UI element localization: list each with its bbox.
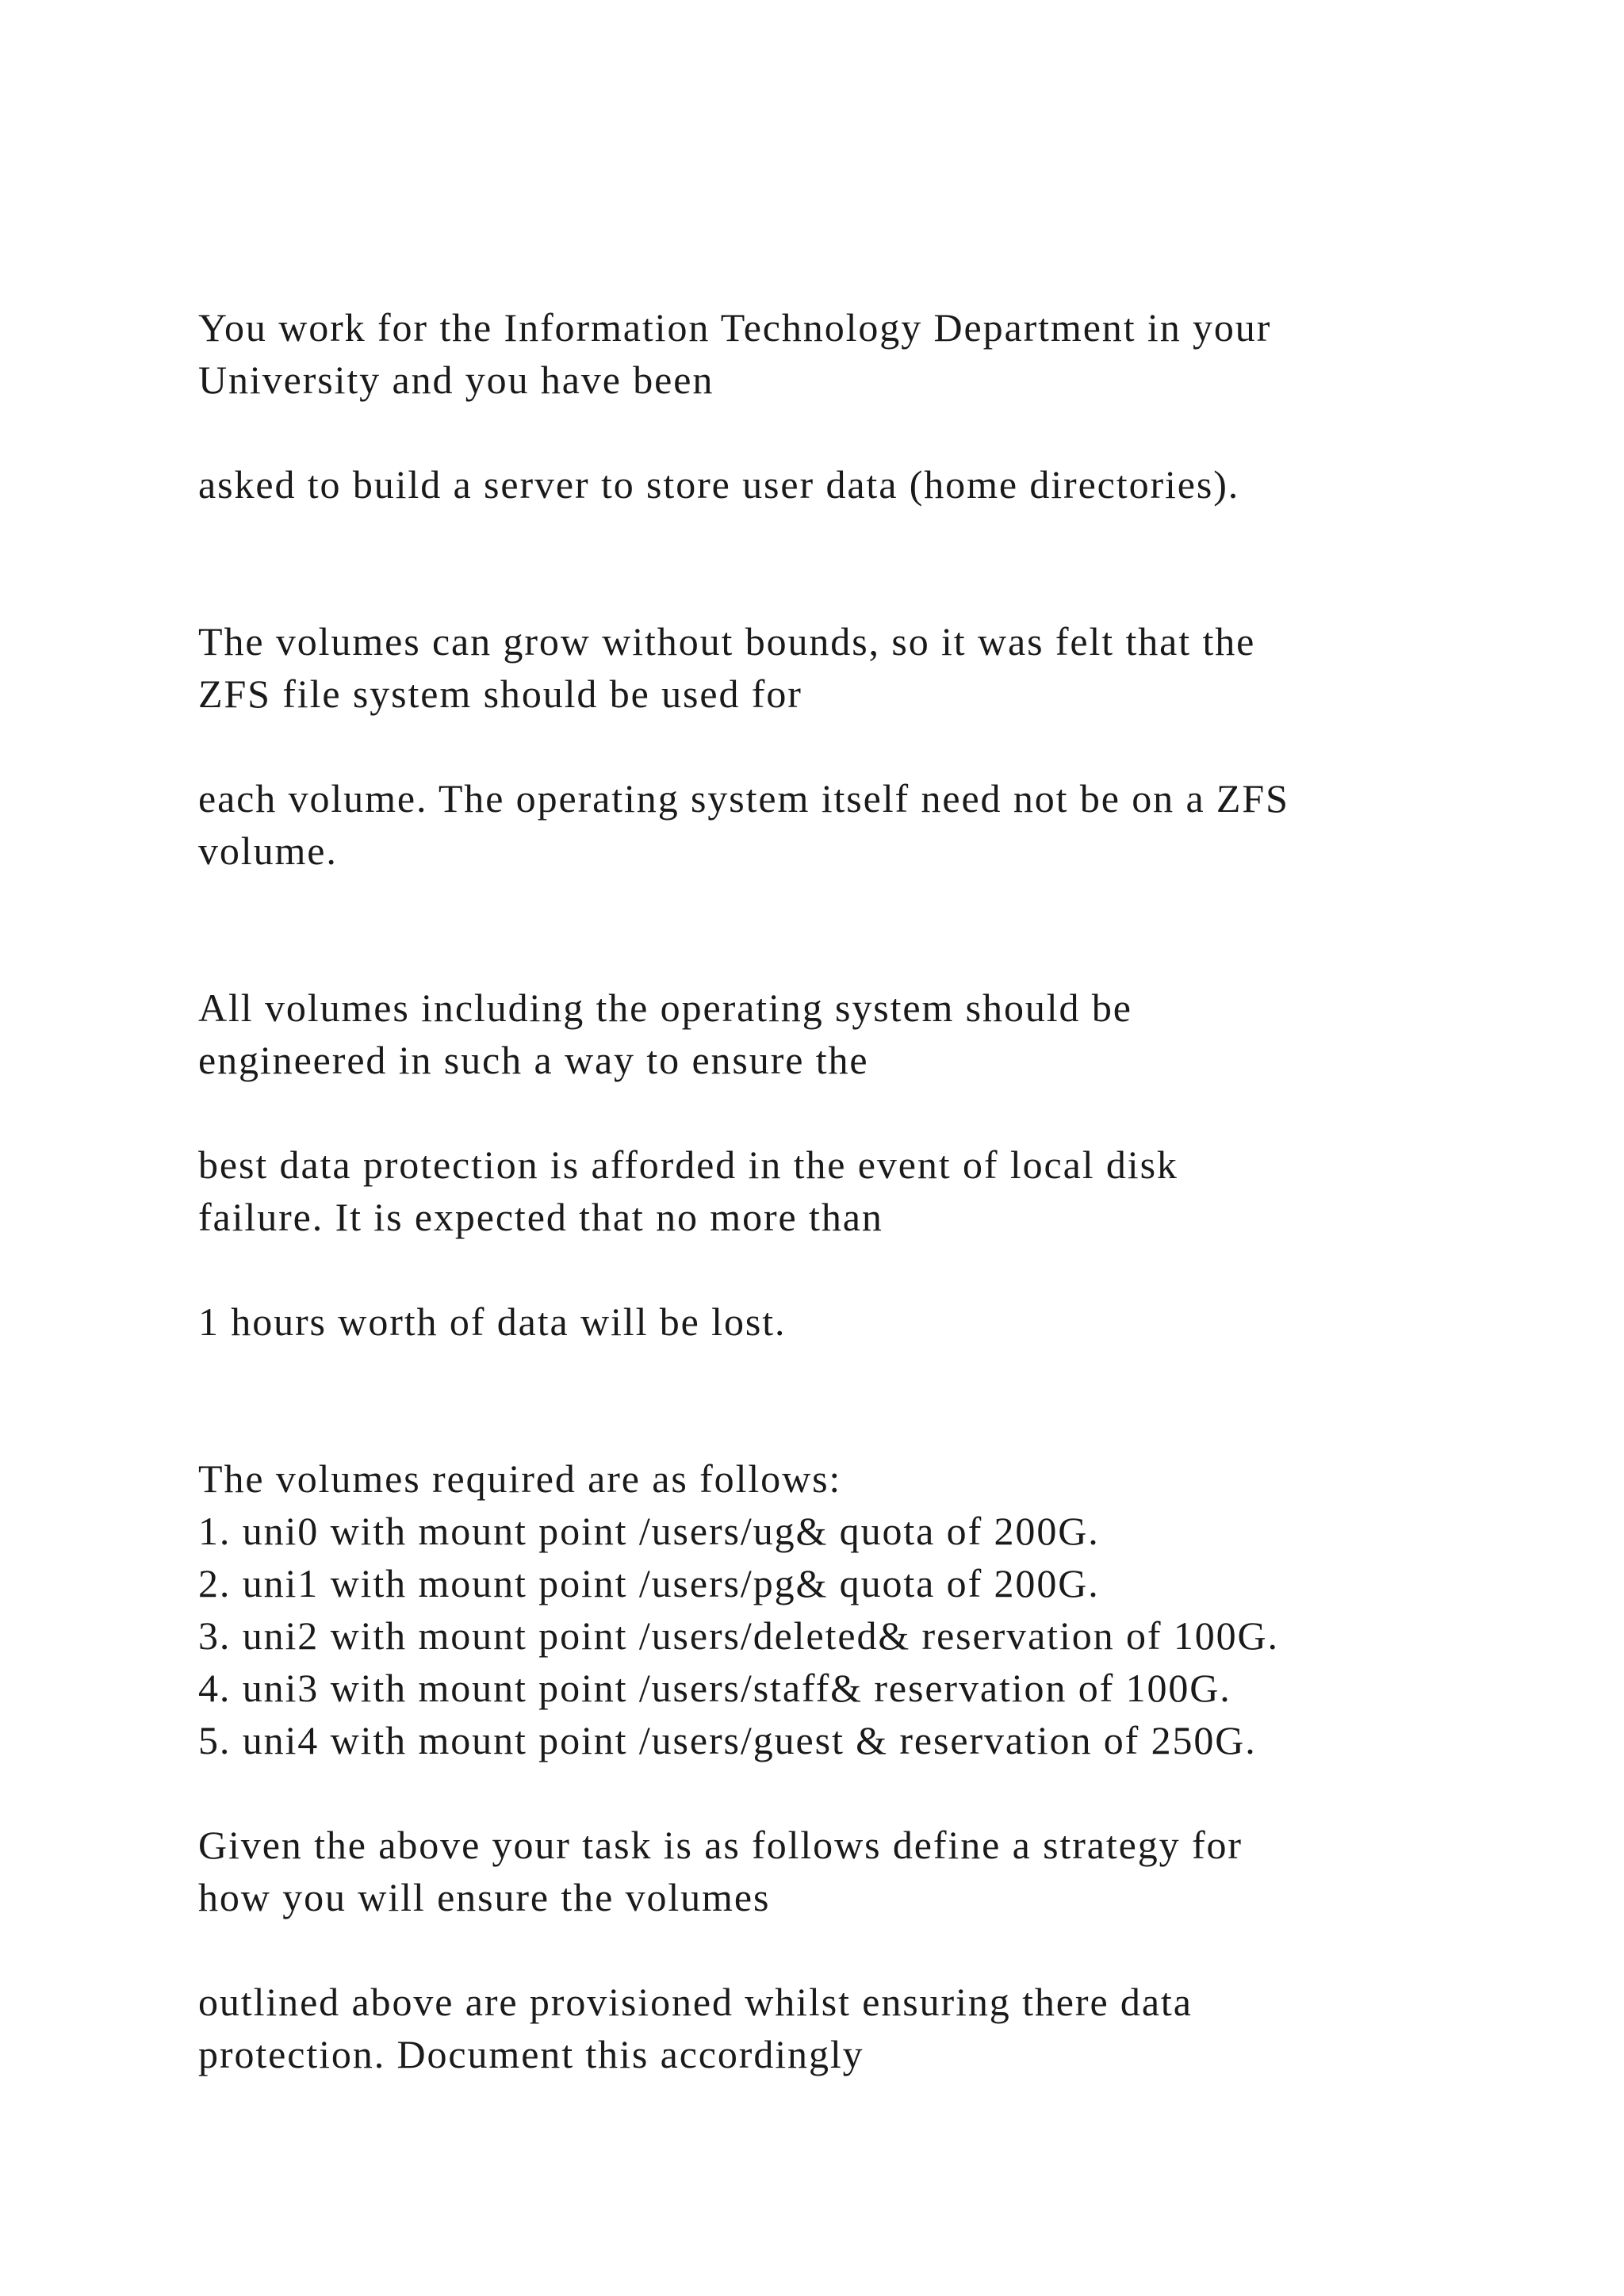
text-line: The volumes required are as follows: xyxy=(198,1456,842,1501)
list-item: 1. uni0 with mount point /users/ug& quota of 200G. xyxy=(198,1509,1100,1553)
text-line: failure. It is expected that no more than xyxy=(198,1195,883,1239)
text-line: each volume. The operating system itself need not be on a ZFS xyxy=(198,776,1289,821)
text-line: asked to build a server to store user data (home directories). xyxy=(198,462,1240,507)
list-item: 4. uni3 with mount point /users/staff& reservation of 100G. xyxy=(198,1666,1231,1710)
text-line: protection. Document this accordingly xyxy=(198,2032,864,2076)
list-item: 5. uni4 with mount point /users/guest & reservation of 250G. xyxy=(198,1718,1257,1762)
text-line: how you will ensure the volumes xyxy=(198,1875,771,1919)
text-line: volume. xyxy=(198,828,338,873)
list-item: 2. uni1 with mount point /users/pg& quota of 200G. xyxy=(198,1561,1100,1605)
text-line: The volumes can grow without bounds, so it was felt that the xyxy=(198,619,1256,664)
text-line: outlined above are provisioned whilst ensuring there data xyxy=(198,1980,1193,2024)
text-line: 1 hours worth of data will be lost. xyxy=(198,1299,787,1344)
text-line: engineered in such a way to ensure the xyxy=(198,1038,869,1082)
text-line: Given the above your task is as follows define a strategy for xyxy=(198,1823,1243,1867)
list-item: 3. uni2 with mount point /users/deleted& reservation of 100G. xyxy=(198,1613,1279,1658)
text-line: All volumes including the operating system should be xyxy=(198,985,1132,1030)
text-line: University and you have been xyxy=(198,358,714,402)
text-line: best data protection is afforded in the event of local disk xyxy=(198,1142,1178,1187)
text-line: You work for the Information Technology Department in your xyxy=(198,305,1272,350)
text-line: ZFS file system should be used for xyxy=(198,672,802,716)
